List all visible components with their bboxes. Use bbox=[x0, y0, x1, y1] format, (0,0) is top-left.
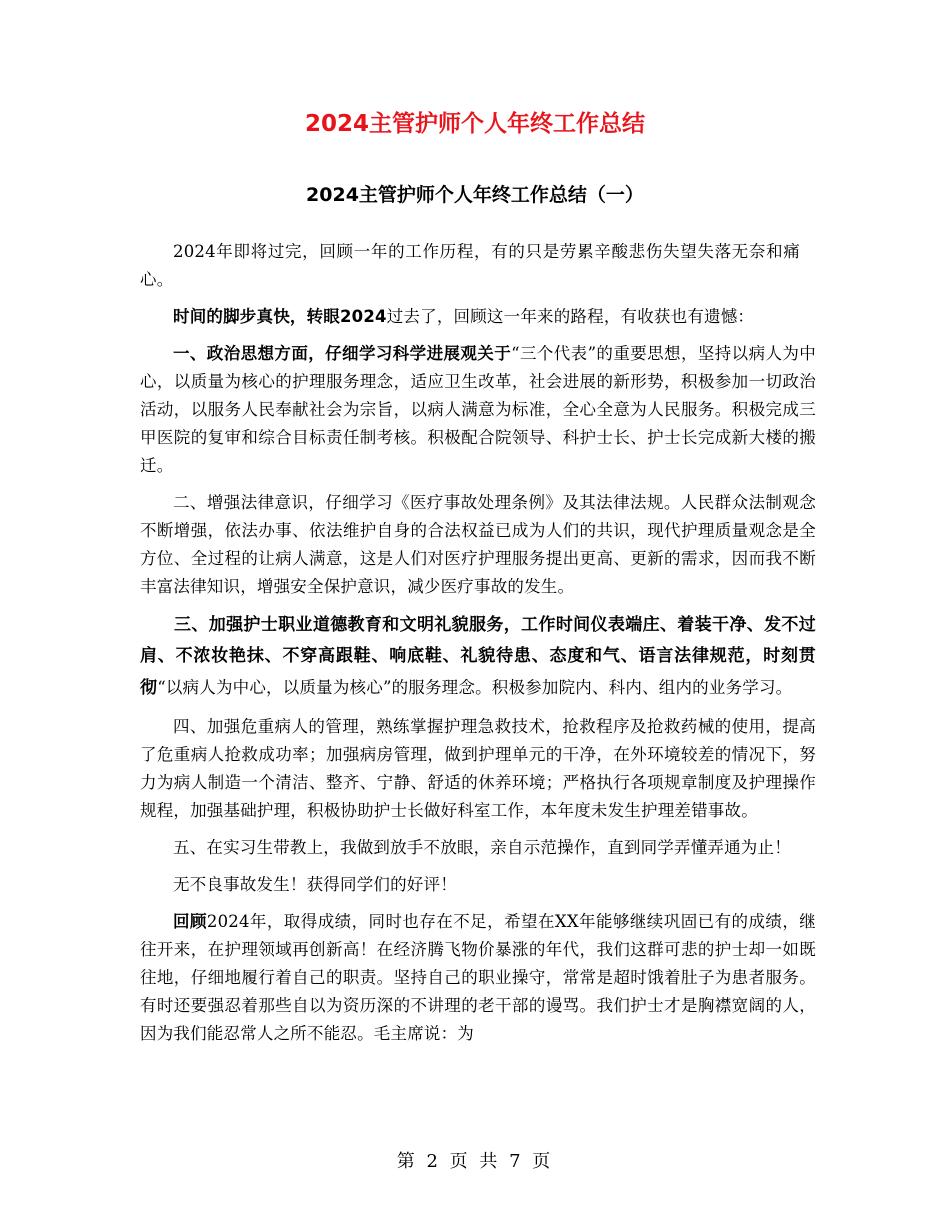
paragraph-intro: 2024年即将过完，回顾一年的工作历程，有的只是劳累辛酸悲伤失望失落无奈和痛心。 bbox=[140, 242, 800, 289]
paragraph-teaching: 五、在实习生带教上，我做到放手不放眼，亲自示范操作，直到同学弄懂弄通为止！ bbox=[173, 838, 791, 857]
paragraph-law: 二、增强法律意识，仔细学习《医疗事故处理条例》及其法律法规。人民群众法制观念不断增强，依法办事、依法维护自身的合法权益已成为人们的共识，现代护理质量观念是全方位、全过程的让病人满意，这是人们对医疗护理服务提出更高、更新的需求，因而我不断丰富法律知识，增强安全保护意识，减少医疗事故的发生。 bbox=[140, 493, 816, 596]
paragraph-ethics: 三、加强护士职业道德教育和文明礼貌服务，工作时间仪表端庄、着装干净、发不过肩、不浓妆艳抹、不穿高跟鞋、响底鞋、礼貌待患、态度和气、语言法律规范，时刻贯彻“以病人为中心，以质量为核心”的服务理念。积极参加院内、科内、组内的业务学习。 bbox=[140, 615, 816, 698]
paragraph-no-accidents: 无不良事故发生！获得同学们的好评！ bbox=[173, 875, 457, 894]
paragraph-review: 时间的脚步真快，转眼2024过去了，回顾这一年来的路程，有收获也有遗憾： bbox=[173, 307, 755, 326]
section-title: 2024主管护师个人年终工作总结（一） bbox=[306, 184, 644, 206]
paragraph-politics: 一、政治思想方面，仔细学习科学进展观关于“三个代表”的重要思想，坚持以病人为中心，以质量为核心的护理服务理念，适应卫生改革，社会进展的新形势，积极参加一切政治活动，以服务人民奉献社会为宗旨，以病人满意为标准，全心全意为人民服务。积极完成三甲医院的复审和综合目标责任制考核。积极配合院领导、科护士长、护士长完成新大楼的搬迁。 bbox=[140, 344, 817, 475]
document-title: 2024主管护师个人年终工作总结 bbox=[304, 111, 645, 137]
page-number-footer: 第 2 页 共 7 页 bbox=[396, 1151, 554, 1172]
paragraph-critical-care: 四、加强危重病人的管理，熟练掌握护理急救技术，抢救程序及抢救药械的使用，提高了危重病人抢救成功率；加强病房管理，做到护理单元的干净，在外环境较差的情况下，努力为病人制造一个清洁、整齐、宁静、舒适的休养环境；严格执行各项规章制度及护理操作规程，加强基础护理，积极协助护士长做好科室工作，本年度未发生护理差错事故。 bbox=[140, 717, 816, 820]
paragraph-summary: 回顾2024年，取得成绩，同时也存在不足，希望在XX年能够继续巩固已有的成绩，继往开来，在护理领域再创新高！在经济腾飞物价暴涨的年代，我们这群可悲的护士却一如既往地，仔细地履行着自己的职责。坚持自己的职业操守，常常是超时饿着肚子为患者服务。有时还要强忍着那些自以为资历深的不讲理的老干部的谩骂。我们护士才是胸襟宽阔的人，因为我们能忍常人之所不能忍。毛主席说：为 bbox=[140, 912, 816, 1043]
document-body bbox=[140, 238, 816, 1057]
